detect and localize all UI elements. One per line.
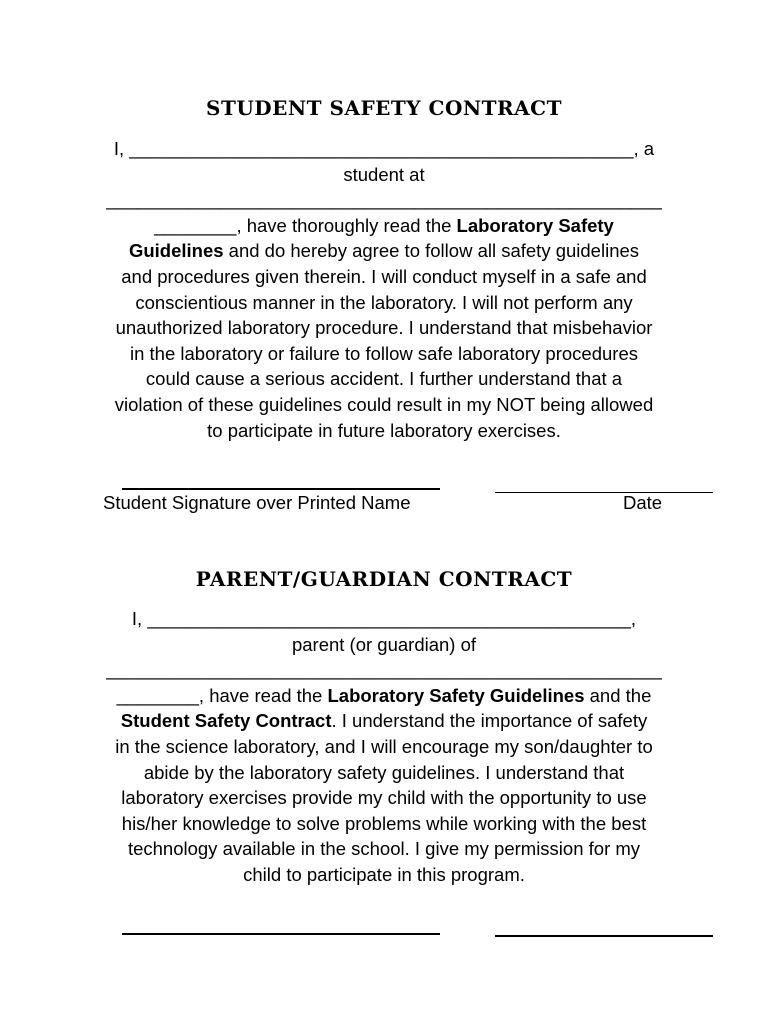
student-safety-contract-ref: Student Safety Contract [120, 710, 332, 732]
parent-para-line-11: child to participate in this program. [243, 863, 525, 885]
student-para-line-4 [80, 213, 688, 239]
student-at-text: student at [343, 163, 425, 185]
guidelines-ref: Guidelines [128, 240, 224, 262]
student-para-line-12: to participate in future laboratory exercises. [207, 419, 561, 441]
student-para-line-5-text: and do hereby agree to follow all safety guidelines [223, 240, 640, 262]
student-para-line-10: could cause a serious accident. I further understand that a [145, 368, 623, 390]
student-para-line-11: violation of these guidelines could result in my NOT being allowed [114, 393, 654, 415]
parent-para-line-7: abide by the laboratory safety guidelines. I understand that [143, 761, 625, 783]
student-signature-line[interactable] [122, 488, 440, 490]
parent-para-line-8: laboratory exercises provide my child with the opportunity to use [121, 787, 647, 809]
student-signature-label: Student Signature over Printed Name [103, 492, 411, 513]
lab-safety-guidelines-ref-2: Laboratory Safety Guidelines [327, 684, 585, 706]
parent-para-line-4-text: ________, have read the [116, 684, 328, 706]
parent-of-text: parent (or guardian) of [291, 633, 477, 655]
parent-para-line-4-end: and the [584, 684, 652, 706]
parent-para-line-5 [80, 708, 688, 734]
parent-name-line: I, _______________________________________________, [131, 608, 637, 629]
student-name-line: I, _________________________________________________, a [113, 138, 655, 159]
parent-date-line[interactable] [495, 935, 713, 937]
student-para-line-8: unauthorized laboratory procedure. I understand that misbehavior [115, 317, 653, 339]
parent-para-line-9: his/her knowledge to solve problems while working with the best [121, 812, 647, 834]
student-para-line-6: and procedures given therein. I will conduct myself in a safe and [121, 265, 647, 287]
parent-contract-body [80, 606, 688, 888]
parent-para-line-6: in the science laboratory, and I will encourage my son/daughter to [115, 735, 653, 757]
date-label: Date [623, 492, 663, 513]
student-para-line-9: in the laboratory or failure to follow safe laboratory procedures [130, 342, 638, 364]
student-para-line-5 [80, 238, 688, 264]
child-blank-line: ______________________________________________________ [106, 659, 662, 681]
student-date-line[interactable] [495, 492, 713, 493]
parent-para-line-10: technology available in the school. I give my permission for my [127, 838, 641, 860]
school-blank-line: ______________________________________________________ [106, 189, 662, 211]
parent-contract-title: PARENT/GUARDIAN CONTRACT [195, 567, 573, 591]
student-contract-body [80, 136, 688, 443]
parent-para-line-4 [80, 683, 688, 709]
lab-safety-guidelines-ref: Laboratory Safety [456, 214, 614, 236]
parent-para-line-5-text: . I understand the importance of safety [331, 710, 648, 732]
parent-signature-line[interactable] [122, 933, 440, 935]
student-para-line-7: conscientious manner in the laboratory. I will not perform any [135, 291, 633, 313]
student-contract-title: STUDENT SAFETY CONTRACT [206, 96, 562, 120]
student-para-line-4-text: ________, have thoroughly read the [154, 214, 457, 236]
